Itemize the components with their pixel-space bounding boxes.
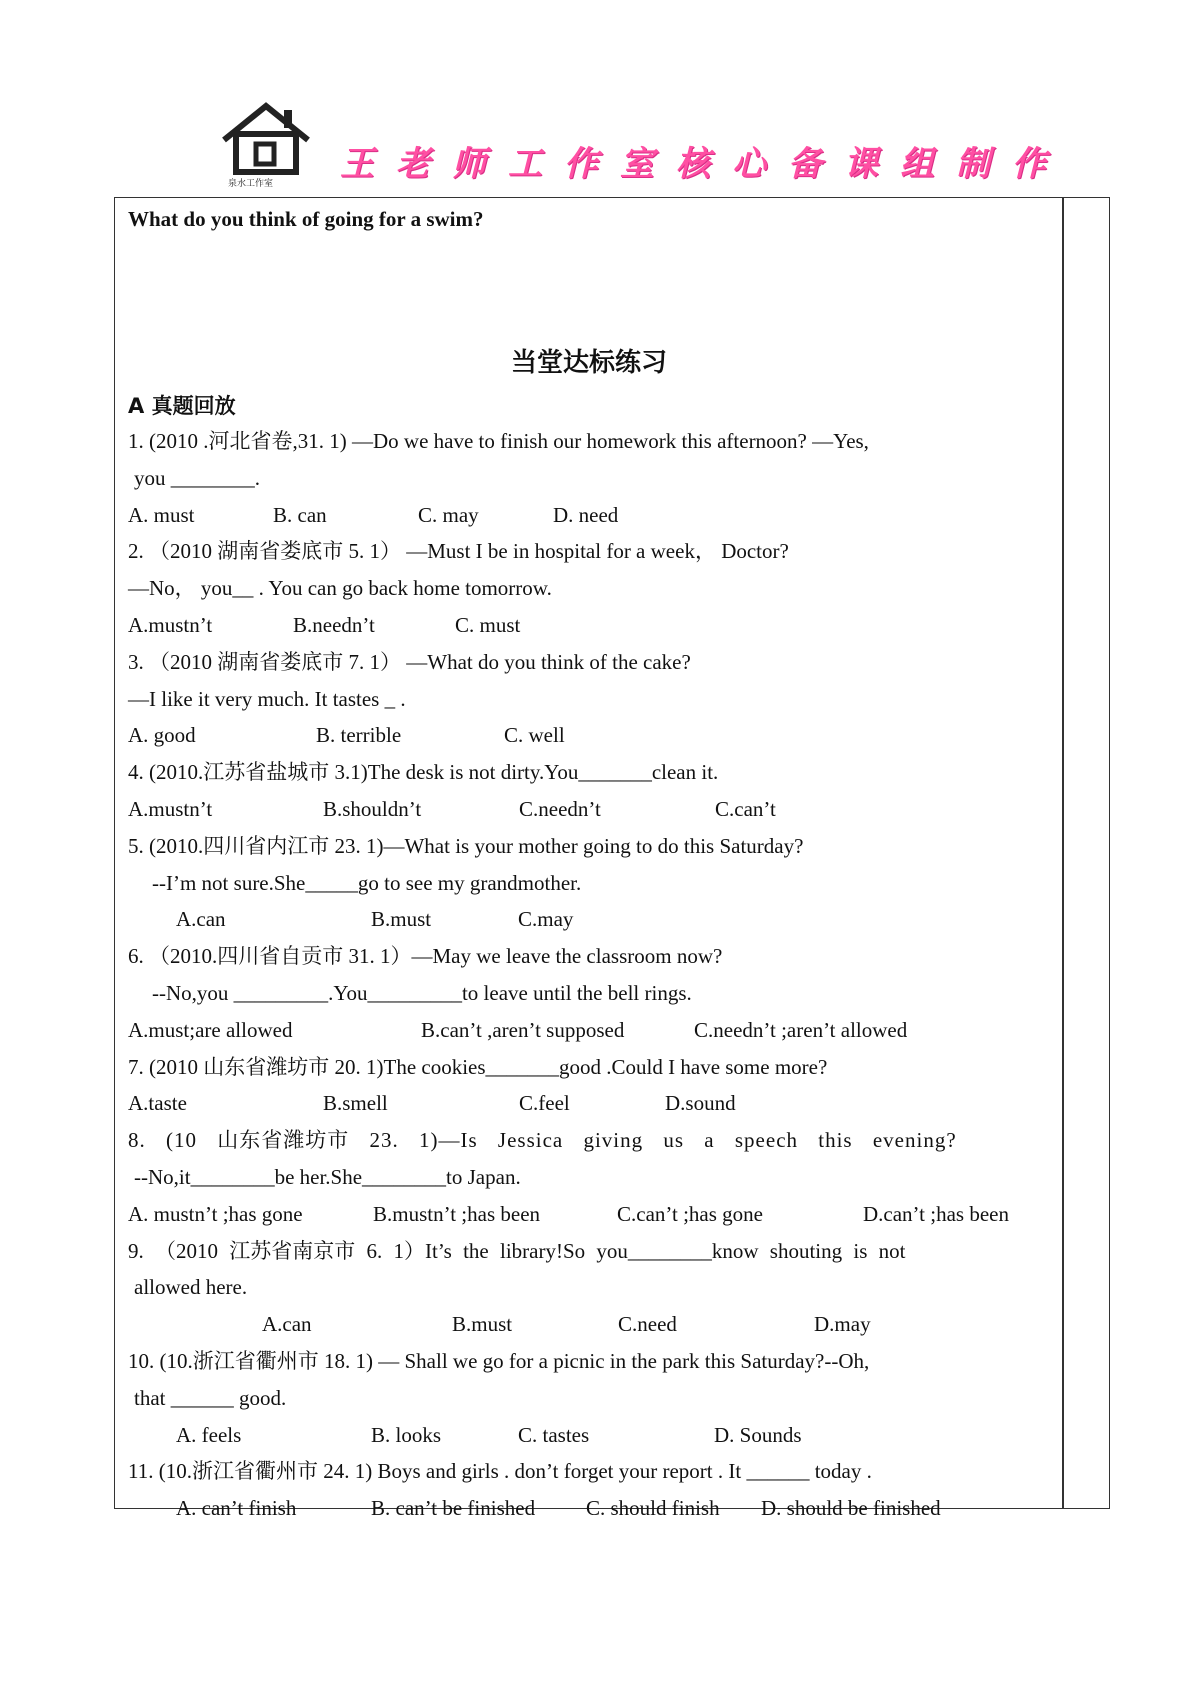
option: C.can’t bbox=[715, 796, 776, 821]
question-5-line1: 5. (2010.四川省内江市 23. 1)—What is your mother going to do this Saturday? bbox=[128, 833, 804, 858]
option: A. mustn’t ;has gone bbox=[128, 1201, 303, 1226]
option: C.can’t ;has gone bbox=[617, 1201, 763, 1226]
banner-title: 王老师工作室核心备课组制作 bbox=[340, 144, 1068, 184]
option: B. terrible bbox=[316, 723, 402, 748]
question-10-line1: 10. (10.浙江省衢州市 18. 1) — Shall we go for a picnic in the park this Saturday?--Oh, bbox=[128, 1348, 870, 1373]
option: C. must bbox=[455, 612, 521, 637]
option: A. can’t finish bbox=[176, 1496, 297, 1521]
question-8-line1: 8. (10 山东省潍坊市 23. 1)—Is Jessica giving us a speech this evening? bbox=[128, 1128, 957, 1153]
option: B. looks bbox=[371, 1422, 442, 1447]
option: A.must;are allowed bbox=[128, 1017, 293, 1042]
logo-caption: 泉水工作室 bbox=[228, 179, 274, 189]
question-4-line1: 4. (2010.江苏省盐城市 3.1)The desk is not dirty.You_______clean it. bbox=[128, 760, 719, 785]
option: B.can’t ,aren’t supposed bbox=[421, 1017, 625, 1042]
question-9-line1: 9. （2010 江苏省南京市 6. 1）It’s the library!So you________know shouting is not bbox=[128, 1238, 906, 1263]
header bbox=[220, 100, 1068, 190]
option: D.can’t ;has been bbox=[863, 1201, 1009, 1226]
question-9-options bbox=[128, 1306, 1050, 1343]
question-9-line2: allowed here. bbox=[134, 1275, 248, 1300]
question-4-options bbox=[128, 791, 1050, 828]
option: D.may bbox=[814, 1312, 871, 1337]
question-3-options bbox=[128, 717, 1050, 754]
option: A.mustn’t bbox=[128, 612, 213, 637]
option: B.shouldn’t bbox=[323, 796, 422, 821]
question-11-options bbox=[128, 1490, 1050, 1527]
option: B. can’t be finished bbox=[371, 1496, 536, 1521]
question-6-line1: 6. （2010.四川省自贡市 31. 1）—May we leave the classroom now? bbox=[128, 944, 723, 969]
option: C.need bbox=[618, 1312, 677, 1337]
option: C.may bbox=[518, 907, 574, 932]
option: A.taste bbox=[128, 1091, 187, 1116]
question-1-options bbox=[128, 497, 1050, 534]
question-2-line1: 2. （2010 湖南省娄底市 5. 1） —Must I be in hospital for a week， Doctor? bbox=[128, 539, 789, 564]
question-8-options bbox=[128, 1196, 1050, 1233]
option: D. Sounds bbox=[714, 1422, 802, 1447]
question-8-line2: --No,it________be her.She________to Japan. bbox=[134, 1164, 521, 1189]
option: B. can bbox=[273, 502, 327, 527]
question-3-line1: 3. （2010 湖南省娄底市 7. 1） —What do you think of the cake? bbox=[128, 649, 691, 674]
option: D. should be finished bbox=[761, 1496, 941, 1521]
section-title: 当堂达标练习 bbox=[510, 348, 667, 378]
option: A. good bbox=[128, 723, 196, 748]
subhead: A 真题回放 bbox=[128, 394, 236, 418]
option: B.smell bbox=[323, 1091, 388, 1116]
option: A.mustn’t bbox=[128, 796, 213, 821]
question-6-line2: --No,you _________.You_________to leave until the bell rings. bbox=[152, 980, 692, 1005]
option: C. should finish bbox=[586, 1496, 720, 1521]
question-1-line1: 1. (2010 .河北省卷,31. 1) —Do we have to finish our homework this afternoon? —Yes, bbox=[128, 429, 869, 453]
side-column-divider bbox=[1062, 197, 1064, 1509]
question-10-options bbox=[128, 1417, 1050, 1454]
option: B.must bbox=[371, 907, 432, 932]
option: C.needn’t ;aren’t allowed bbox=[694, 1017, 908, 1042]
option: B.mustn’t ;has been bbox=[373, 1201, 541, 1226]
option: C.needn’t bbox=[519, 796, 601, 821]
option: A.can bbox=[262, 1312, 312, 1337]
option: C. tastes bbox=[518, 1422, 590, 1447]
worksheet-content bbox=[128, 203, 1050, 1527]
option: C. may bbox=[418, 502, 479, 527]
option: C.feel bbox=[519, 1091, 570, 1116]
intro-question: What do you think of going for a swim? bbox=[128, 207, 484, 231]
option: A. must bbox=[128, 502, 195, 527]
option: A.can bbox=[176, 907, 226, 932]
question-3-line2: —I like it very much. It tastes _ . bbox=[128, 686, 406, 711]
option: C. well bbox=[504, 723, 565, 748]
option: B.needn’t bbox=[293, 612, 375, 637]
option: D. need bbox=[553, 502, 619, 527]
question-5-options bbox=[128, 901, 1050, 938]
question-7-line1: 7. (2010 山东省潍坊市 20. 1)The cookies_______good .Could I have some more? bbox=[128, 1054, 828, 1079]
option: D.sound bbox=[665, 1091, 736, 1116]
question-7-options bbox=[128, 1085, 1050, 1122]
question-2-line2: —No， you__ . You can go back home tomorrow. bbox=[128, 576, 552, 601]
question-5-line2: --I’m not sure.She_____go to see my grandmother. bbox=[152, 870, 582, 895]
question-1-line2: you ________. bbox=[134, 465, 260, 490]
question-10-line2: that ______ good. bbox=[134, 1385, 287, 1410]
question-6-options bbox=[128, 1012, 1050, 1049]
option: A. feels bbox=[176, 1422, 242, 1447]
question-11-line1: 11. (10.浙江省衢州市 24. 1) Boys and girls . don’t forget your report . It ______ today . bbox=[128, 1459, 872, 1484]
question-2-options bbox=[128, 607, 1050, 644]
option: B.must bbox=[452, 1312, 513, 1337]
